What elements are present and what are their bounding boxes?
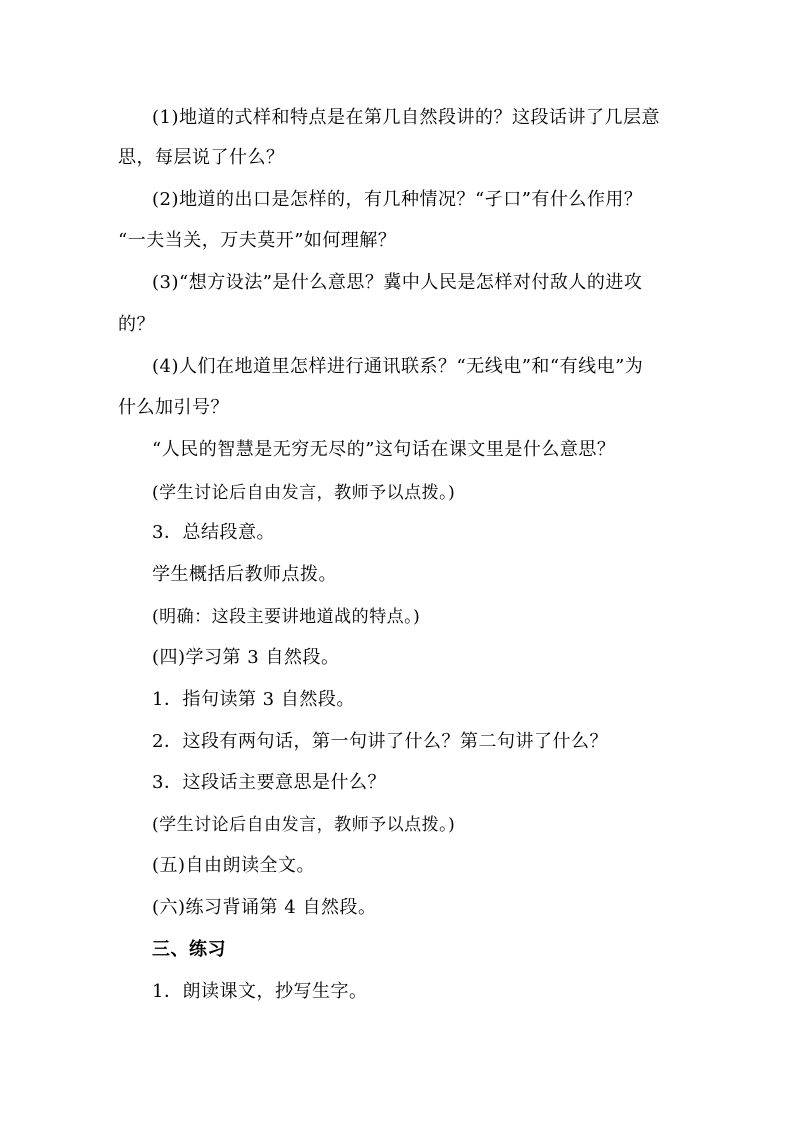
section-5-heading: (五)自由朗读全文。 (152, 855, 316, 876)
discussion-note-1: (学生讨论后自由发言，教师予以点拨。) (152, 483, 456, 503)
question-3-line-1: (3)“想方设法”是什么意思？冀中人民是怎样对付敌人的进攻 (152, 272, 643, 293)
clarify-note: (明确：这段主要讲地道战的特点。) (152, 607, 421, 627)
question-3-line-2: 的？ (118, 314, 155, 335)
step-3-summary: 3．总结段意。 (152, 522, 275, 543)
summary-text: 学生概括后教师点拨。 (152, 564, 337, 585)
question-2-line-1: (2)地道的出口是怎样的，有几种情况？“孑口”有什么作用？ (152, 189, 643, 210)
section-6-heading: (六)练习背诵第 4 自然段。 (152, 897, 377, 918)
question-4-line-1: (4)人们在地道里怎样进行通讯联系？“无线电”和“有线电”为 (152, 356, 644, 377)
discussion-note-2: (学生讨论后自由发言，教师予以点拨。) (152, 815, 456, 835)
section-4-item-1: 1．指句读第 3 自然段。 (152, 689, 355, 710)
practice-item-1: 1．朗读课文，抄写生字。 (152, 981, 368, 1002)
practice-heading: 三、练习 (152, 939, 226, 960)
question-1-line-1: (1)地道的式样和特点是在第几自然段讲的？这段话讲了几层意 (152, 107, 660, 128)
section-4-item-2: 2．这段有两句话，第一句讲了什么？第二句讲了什么？ (152, 731, 608, 752)
section-4-item-3: 3．这段话主要意思是什么？ (152, 772, 386, 793)
section-4-heading: (四)学习第 3 自然段。 (152, 647, 340, 668)
question-4-line-2: 什么加引号？ (118, 397, 229, 418)
question-1-line-2: 思，每层说了什么？ (118, 147, 285, 168)
question-2-line-2: “一夫当关，万夫莫开”如何理解？ (118, 230, 397, 251)
question-5-line: “人民的智慧是无穷无尽的”这句话在课文里是什么意思？ (152, 439, 616, 460)
